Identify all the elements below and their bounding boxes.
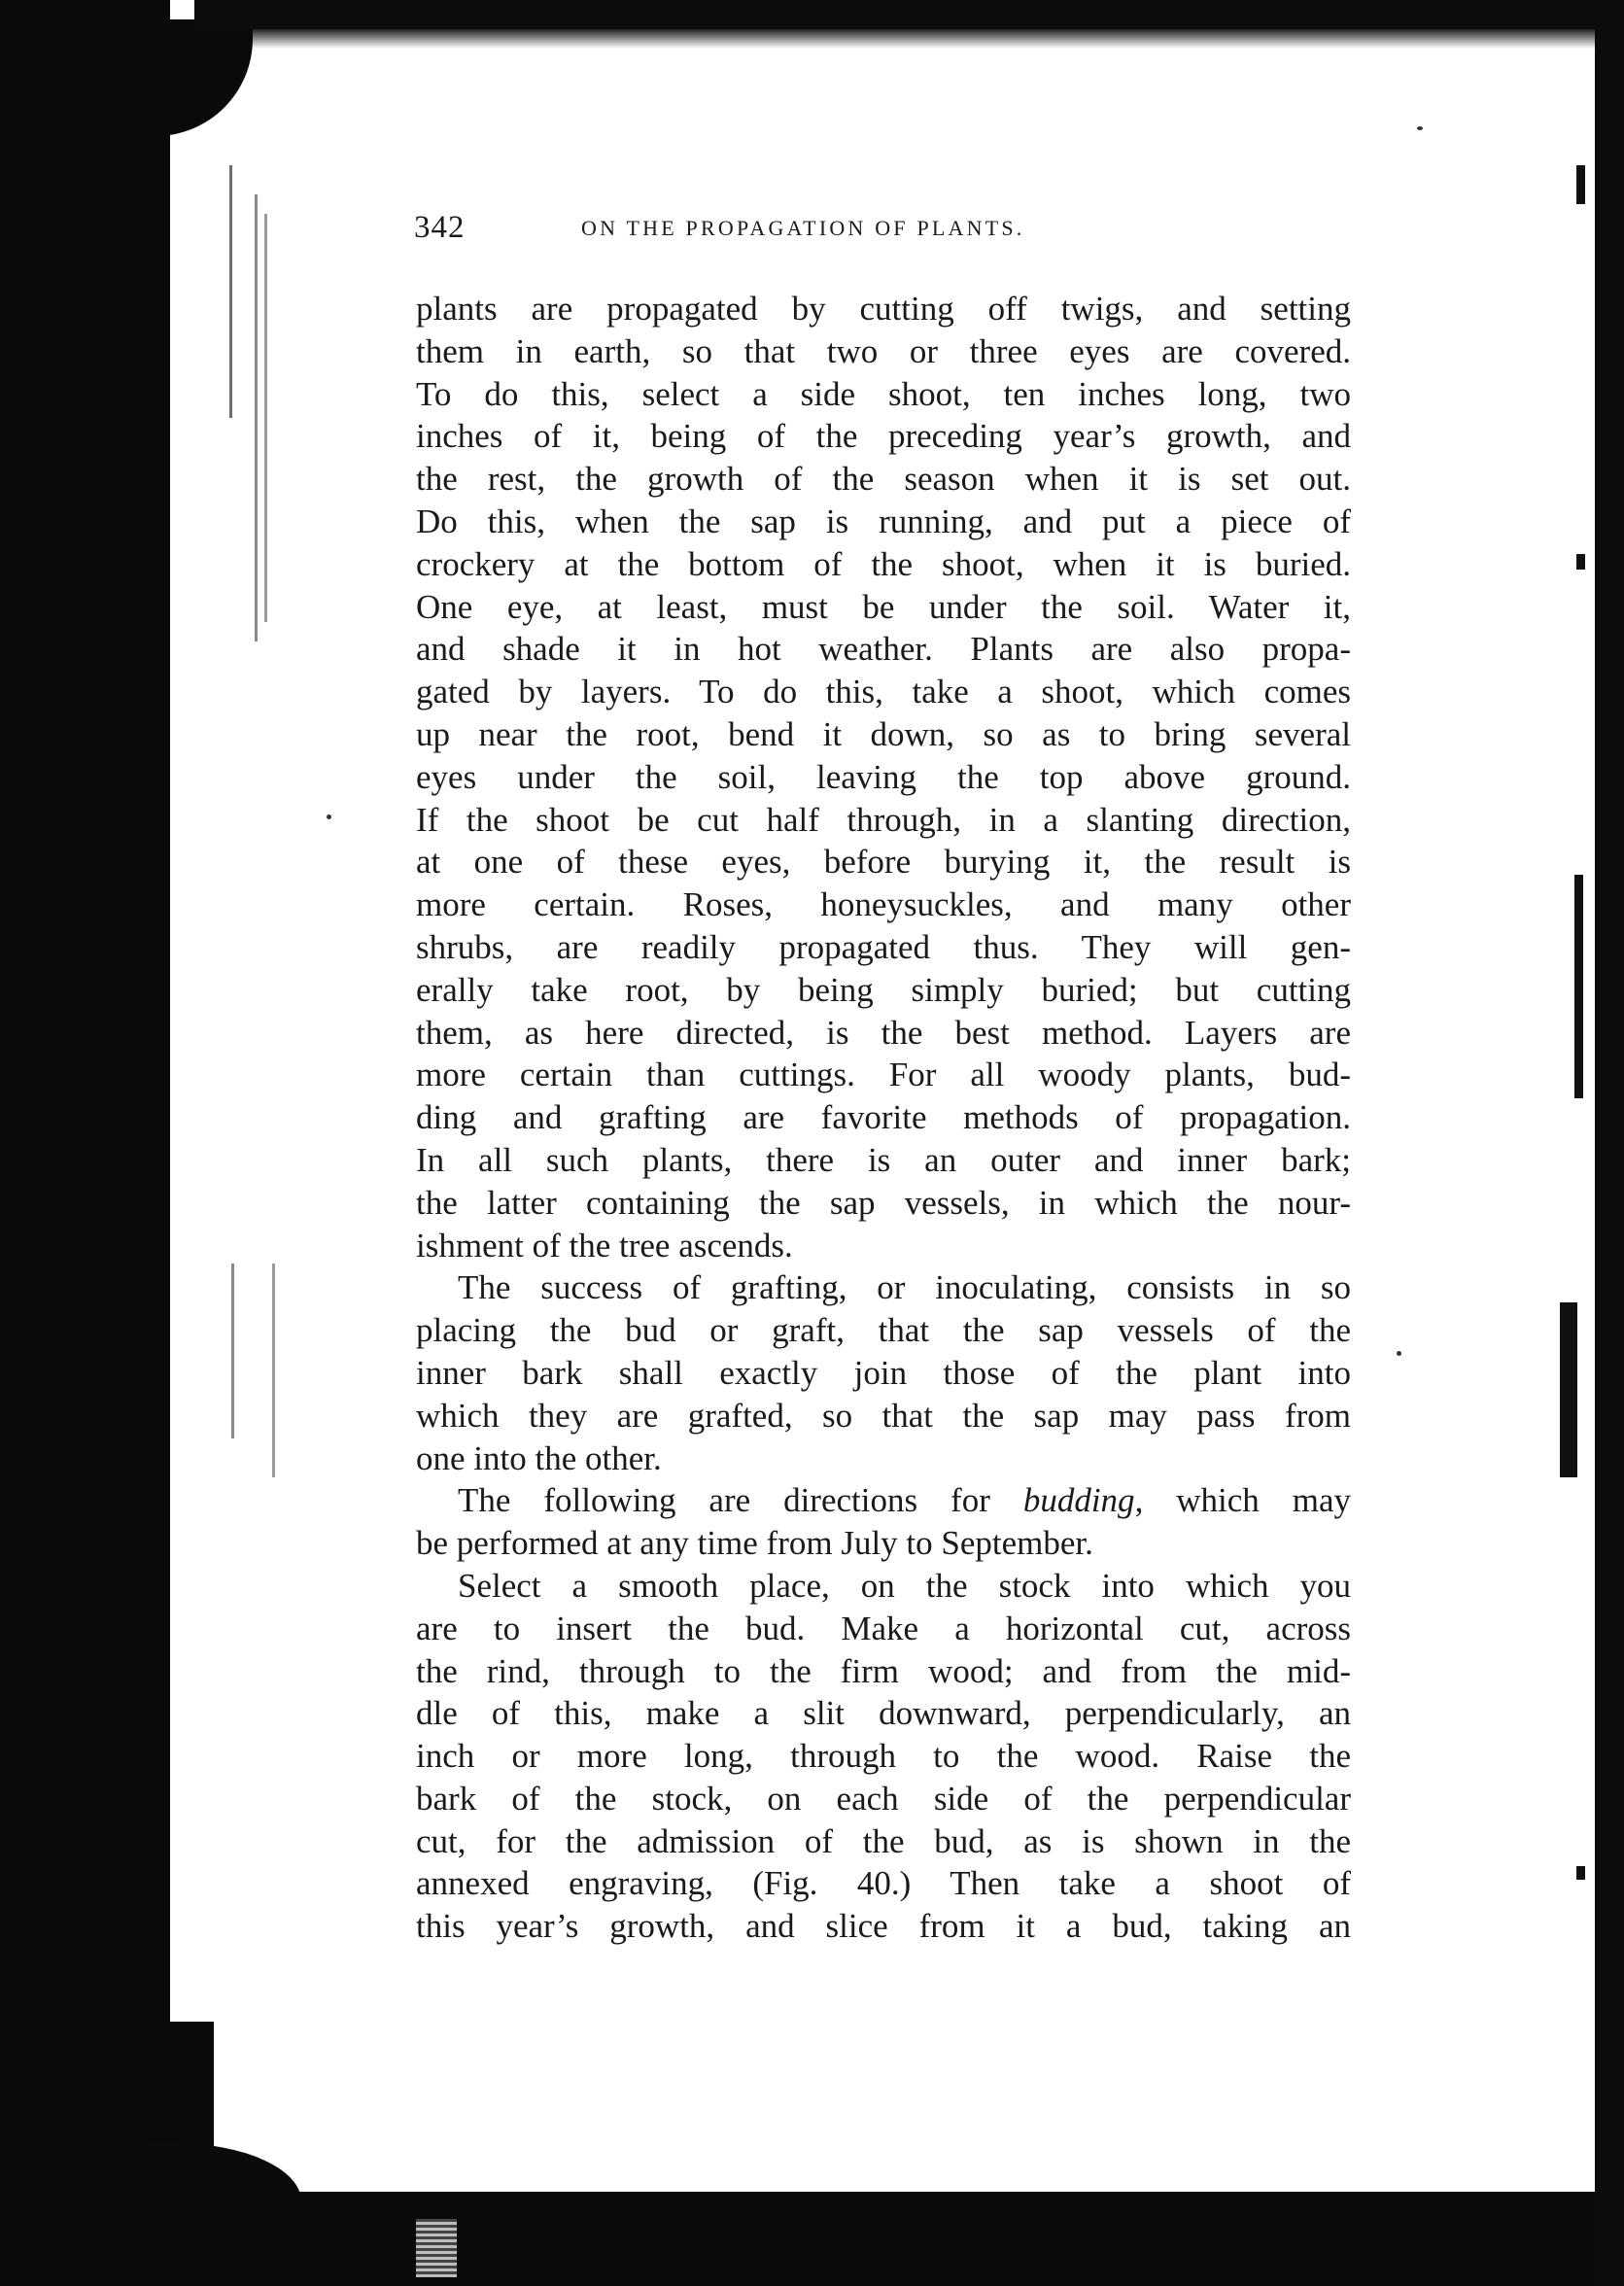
- scan-border-corner: [146, 19, 253, 136]
- text-line: placing the bud or graft, that the sap vessels of the: [416, 1311, 1351, 1350]
- text-line: inner bark shall exactly join those of the plant into: [416, 1353, 1351, 1392]
- scan-border-top: [194, 0, 1624, 29]
- text-line: annexed engraving, (Fig. 40.) Then take a shoot of: [416, 1864, 1351, 1903]
- text-line: at one of these eyes, before burying it, the result is: [416, 843, 1351, 882]
- page-number: 342: [414, 210, 466, 245]
- text-line: the rind, through to the firm wood; and from the mid-: [416, 1651, 1351, 1690]
- edge-mark: [1576, 165, 1585, 204]
- text-line: gated by layers. To do this, take a shoot, which comes: [416, 673, 1351, 711]
- paragraph-first-line: The success of grafting, or inoculating, consists in so: [458, 1268, 1351, 1307]
- text-line: more certain. Roses, honeysuckles, and many other: [416, 885, 1351, 924]
- text-line: inch or more long, through to the wood. Raise the: [416, 1737, 1351, 1776]
- scan-border-right: [1595, 0, 1624, 2286]
- text-line: inches of it, being of the preceding year’s growth, and: [416, 417, 1351, 456]
- text-line: them, as here directed, is the best method. Layers are: [416, 1013, 1351, 1052]
- gutter-line: [231, 1264, 234, 1438]
- text-line: the rest, the growth of the season when it is set out.: [416, 460, 1351, 499]
- paragraph-first-line: The following are directions for budding, which may: [458, 1481, 1352, 1520]
- text-line: Do this, when the sap is running, and put a piece of: [416, 502, 1351, 540]
- scan-border-left: [0, 0, 170, 2286]
- text-line: ding and grafting are favorite methods of propagation.: [416, 1098, 1351, 1137]
- text-line: cut, for the admission of the bud, as is shown in the: [416, 1821, 1351, 1860]
- text-line: them in earth, so that two or three eyes are covered.: [416, 331, 1351, 370]
- gutter-line: [264, 214, 267, 622]
- text-line: shrubs, are readily propagated thus. They will gen-: [416, 927, 1351, 966]
- text-line: more certain than cuttings. For all woody plants, bud-: [416, 1056, 1351, 1094]
- text-line: the latter containing the sap vessels, in which the nour-: [416, 1183, 1351, 1222]
- paragraph-first-line: Select a smooth place, on the stock into which you: [458, 1566, 1351, 1605]
- text-line: crockery at the bottom of the shoot, when it is buried.: [416, 544, 1351, 583]
- text-line: this year’s growth, and slice from it a bud, taking an: [416, 1907, 1351, 1946]
- text-line: One eye, at least, must be under the soil. Water it,: [416, 587, 1351, 626]
- text-line: In all such plants, there is an outer and inner bark;: [416, 1140, 1351, 1179]
- running-title: ON THE PROPAGATION OF PLANTS.: [581, 216, 1025, 240]
- text-line: be performed at any time from July to September.: [416, 1524, 1093, 1563]
- text-line: eyes under the soil, leaving the top above ground.: [416, 757, 1351, 796]
- text-line: erally take root, by being simply buried; but cutting: [416, 970, 1351, 1009]
- edge-mark: [1576, 1866, 1585, 1880]
- body-text: [416, 288, 1351, 1948]
- edge-mark: [1560, 1302, 1577, 1477]
- scan-border-top-shadow: [253, 27, 1604, 49]
- text-line: which they are grafted, so that the sap may pass from: [416, 1396, 1351, 1435]
- text-line: and shade it in hot weather. Plants are also propa-: [416, 630, 1351, 669]
- text-line: If the shoot be cut half through, in a slanting direction,: [416, 800, 1351, 839]
- running-head: [414, 208, 1347, 247]
- gutter-line: [272, 1264, 275, 1477]
- text-line: one into the other.: [416, 1438, 662, 1477]
- text-line: ishment of the tree ascends.: [416, 1226, 793, 1264]
- scan-tape-mark: [416, 2219, 457, 2277]
- text-line: bark of the stock, on each side of the perpendicular: [416, 1779, 1351, 1818]
- edge-mark: [1574, 875, 1583, 1098]
- text-line: are to insert the bud. Make a horizontal cut, across: [416, 1609, 1351, 1647]
- ink-speck: [327, 814, 331, 819]
- gutter-line: [229, 165, 232, 418]
- text-line: plants are propagated by cutting off twigs, and setting: [416, 290, 1351, 328]
- scan-border-bottom-corner: [146, 2143, 301, 2211]
- ink-speck: [1397, 1351, 1401, 1356]
- text-line: up near the root, bend it down, so as to bring several: [416, 714, 1351, 753]
- edge-mark: [1576, 554, 1585, 570]
- gutter-line: [255, 194, 258, 641]
- text-line: dle of this, make a slit downward, perpendicularly, an: [416, 1694, 1351, 1733]
- text-line: To do this, select a side shoot, ten inches long, two: [416, 374, 1351, 413]
- ink-speck: [1417, 126, 1423, 130]
